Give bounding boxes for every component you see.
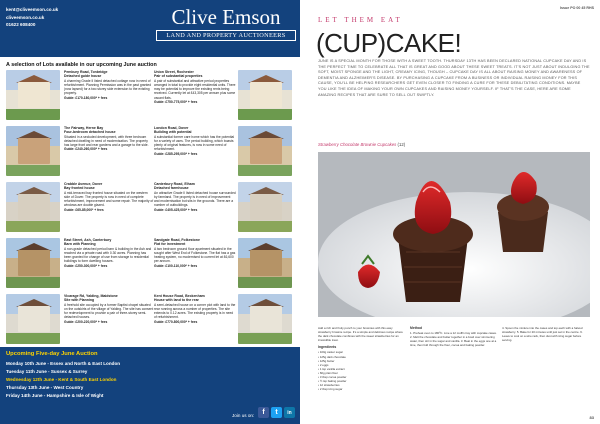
- lot-body: A substantial former care home which has the potential for a variety of uses. The period building, which boasts plenty of original features, is now in some need of refurbishment.: [154, 134, 235, 152]
- lot-description: [64, 70, 154, 100]
- lot-price: Guide: £240-260,000* + fees: [64, 147, 108, 152]
- lot-title: Vicarage Rd, Yalding, Maidstone: [64, 294, 118, 298]
- logo-name: Clive Emson: [171, 5, 281, 29]
- property-photo[interactable]: [238, 70, 292, 120]
- lot-description: [154, 294, 236, 324]
- lot-description: [154, 70, 236, 104]
- recipe-title-text: Strawberry Chocolate Brownie Cupcakes: [318, 142, 397, 147]
- property-photo[interactable]: [238, 238, 292, 288]
- right-page: [300, 0, 600, 424]
- lot-price: Guide: £405-425,000* + fees: [154, 207, 198, 212]
- property-photo[interactable]: [238, 294, 292, 344]
- linkedin-icon[interactable]: in: [284, 407, 295, 418]
- ingredient-item: • 125g butter: [318, 358, 335, 363]
- building-shape: [250, 250, 282, 276]
- lot-price: Guide: £170-180,000* + fees: [64, 95, 108, 100]
- lot-listing[interactable]: [154, 126, 294, 180]
- ingredient-item: • 100g caster sugar: [318, 350, 343, 355]
- lot-body: A mid-terraced bay fronted house situated on the western side of Dover. The property is now in need of complete refurbishment, improvement and some repair. The majority of windows are double glazed.: [64, 190, 154, 208]
- auction-day-line: Friday 14th June - Hampshire & Isle of Wight: [6, 393, 104, 398]
- lot-listing[interactable]: [154, 182, 294, 236]
- ingredient-item: • 2 tbsp icing sugar: [318, 387, 343, 392]
- lot-listing[interactable]: [6, 70, 154, 124]
- ingredient-item: • 1 tsp vanilla extract: [318, 366, 345, 371]
- lot-description: [64, 126, 154, 152]
- lot-title: Kent House Road, Beckenham: [154, 294, 205, 298]
- page-number: 83: [589, 415, 594, 420]
- property-photo[interactable]: [6, 126, 60, 176]
- building-shape: [250, 138, 282, 164]
- article-kicker: LET THEM EAT: [318, 16, 403, 24]
- property-photo[interactable]: [238, 126, 292, 176]
- ingredient-item: • 3 tbsp cocoa powder: [318, 375, 347, 380]
- method-heading: Method: [410, 326, 423, 330]
- lot-subtitle: Detached farmhouse: [154, 186, 189, 191]
- lot-title: Pembury Road, Tonbridge: [64, 70, 108, 74]
- lot-description: [64, 294, 154, 324]
- contact-phone: 01622 608400: [6, 22, 36, 27]
- ingredient-item: • 2 eggs: [318, 362, 329, 367]
- lot-description: [64, 182, 154, 212]
- section-title: A selection of Lots available in our upcoming June auction: [6, 62, 157, 68]
- lot-price: Guide: £750-775,000* + fees: [154, 100, 198, 105]
- auction-day-line: Wednesday 12th June - Kent & South East London: [6, 377, 117, 382]
- lot-description: [154, 126, 236, 156]
- recipe-column-2: [410, 326, 498, 347]
- ingredients-list: [318, 350, 406, 391]
- ingredient-item: • 60g plain flour: [318, 370, 338, 375]
- logo-tagline: LAND AND PROPERTY AUCTIONEERS: [156, 30, 296, 41]
- building-shape: [18, 82, 50, 108]
- article-intro: JUNE IS A SPECIAL MONTH FOR THOSE WITH A SWEET TOOTH. THURSDAY 13TH HAS BEEN DECLARED NATIONAL CUPCAKE DAY AND IS THE PERFECT TIME TO CELEBRATE ALL THAT IS GREAT AND GOOD ABOUT THESE SWEET TREATS. IT'S NOT JUST ABOUT INDULGING THE SOFT, MOIST SPONGE AND THE LIGHT, CREAMY ICING, THOUGH – CUPCAKE DAY IS ALL ABOUT RAISING MONEY AND AWARENESS OF DEMENTIA AND ALZHEIMER'S DISEASE. BY PURCHASING A CUPCAKE FROM A BUSINESS OR INDIVIDUAL RAISING MONEY FOR THIS CAUSE, YOU'LL BE HELPING RESEARCHERS GET EVEN CLOSER TO FINDING A CURE FOR THESE DEBILITATING CONDITIONS. MAYBE YOU LIKE THE IDEA OF MAKING YOUR OWN CUPCAKES AND RAISING MONEY YOURSELF. IF THAT'S THE CASE, HERE ARE SOME AMAZING RECIPES THAT ARE SURE TO SELL OUT SWIFTLY.: [318, 59, 590, 97]
- lot-subtitle: Barn with Planning: [64, 242, 96, 247]
- method-text-part2: 4. Spoon the mixture into the cases and top each with a halved strawberry. 5. Bake for 20 minutes until just set in the centre. 6. Leave to cool on a wire rack, then dust with icing sugar before serving.: [502, 326, 583, 343]
- issue-label: Issue PO 00 45 RHS: [560, 6, 594, 10]
- lot-subtitle: Bay fronted house: [64, 186, 95, 191]
- footer-title: Upcoming Five-day June Auction: [6, 351, 98, 357]
- lot-description: [154, 182, 236, 212]
- building-shape: [250, 306, 282, 332]
- left-header: [0, 0, 300, 57]
- property-photo[interactable]: [238, 182, 292, 232]
- lot-subtitle: Building with potential: [154, 130, 192, 135]
- lot-listing[interactable]: [154, 70, 294, 124]
- building-shape: [250, 194, 282, 220]
- lot-body: An attractive Grade II listed detached house surrounded by farmland. The property is in need of improvement and modernisation but sits in the grounds. There are a number of outbuildings.: [154, 190, 236, 208]
- lot-body: A non-grade detached period barn & building in the Ash and reached via a private road with 0.30 acres. Planning has been granted for change of use from storage to residential buildings to form dwelling houses.: [64, 246, 152, 264]
- property-photo[interactable]: [6, 238, 60, 288]
- building-shape: [18, 194, 50, 220]
- property-photo[interactable]: [6, 70, 60, 120]
- lot-subtitle: Four-bedroom detached house: [64, 130, 116, 135]
- recipe-column-3: [502, 326, 590, 342]
- auction-day-line: Tuesday 11th June - Sussex & Surrey: [6, 369, 88, 374]
- lot-listing[interactable]: [6, 126, 154, 180]
- lot-subtitle: Pair of substantial properties: [154, 74, 203, 79]
- lot-title: East Street, Ash, Canterbury: [64, 238, 112, 242]
- method-text-part1: 1. Preheat oven to 180ºC. Line a 12 muffin tray with cupcake cases. 2. Melt the chocolate and butter together in a bowl over simmering water, then stir in the sugar and vanilla. 3. Beat in the eggs one at a time, then fold through the flour, cocoa and baking powder.: [410, 331, 497, 348]
- lot-listing[interactable]: [6, 182, 154, 236]
- lot-listing[interactable]: [6, 238, 154, 292]
- ingredient-item: • ½ tsp baking powder: [318, 379, 347, 384]
- facebook-icon[interactable]: f: [258, 407, 269, 418]
- lot-subtitle: House with land to the rear: [154, 298, 199, 303]
- lot-subtitle: Site with Planning: [64, 298, 95, 303]
- lot-listing[interactable]: [154, 294, 294, 348]
- lot-price: Guide: £200-220,000* + fees: [64, 319, 108, 324]
- lot-price: Guide: £250-300,000* + fees: [64, 263, 108, 268]
- recipe-column-1: [318, 326, 406, 391]
- article-headline: (CUP)CAKE!: [316, 28, 462, 58]
- join-us-label: Join us on:: [232, 413, 255, 418]
- auction-footer: [0, 347, 300, 424]
- lot-body: A charming Grade II listed detached cottage now in need of refurbishment. Planning Permission was in the past granted (now lapsed) for a two storey side extension to the existing property.: [64, 78, 152, 96]
- lot-body: A pair of substantial and attractive period properties arranged in total to provide eight residential units. There may be potential to improve the existing rents being received. Currently let at £43,305 per annum plus some vacant flats.: [154, 78, 236, 100]
- lot-listing[interactable]: [6, 294, 154, 348]
- lot-body: A freehold site occupied by a former Baptist chapel situated on the outskirts of the village of Yalding. The site has consent for redevelopment to provide a pair of three-storey semi-detached houses.: [64, 302, 154, 320]
- lot-title: Sandgate Road, Folkestone: [154, 238, 200, 242]
- lot-price: Guide: £285-295,000* + fees: [154, 151, 198, 156]
- lot-price: Guide: £100-110,000* + fees: [154, 263, 198, 268]
- ingredient-item: • 12 strawberries: [318, 383, 340, 388]
- lot-subtitle: Detached guide house: [64, 74, 102, 79]
- lot-price: Guide: £65-85,000* + fees: [64, 207, 104, 212]
- lot-subtitle: Flat for investment: [154, 242, 186, 247]
- lot-body: A semi-detached house on a corner plot with land to the rear running across a number of properties. The site extends to 0.12 acres. The existing property is in need of refurbishment.: [154, 302, 236, 320]
- lot-title: London Road, Dover: [154, 126, 189, 130]
- lot-description: [154, 238, 236, 268]
- contact-block: [6, 6, 58, 29]
- building-shape: [18, 306, 50, 332]
- contact-email[interactable]: kent@cliveemson.co.uk: [6, 7, 59, 12]
- property-photo[interactable]: [6, 182, 60, 232]
- auction-day-line: Thursday 13th June - West Country: [6, 385, 84, 390]
- lot-body: A two bedroom ground floor apartment situated in the sought after West End of Folkestone. The flat has a gas heating system, no modernised to current let at £6,600 per annum.: [154, 246, 236, 264]
- building-shape: [18, 138, 50, 164]
- lot-title: Crabble Avenue, Dover: [64, 182, 103, 186]
- recipe-title: [318, 142, 405, 147]
- lot-description: [64, 238, 154, 268]
- auction-day-line: Monday 10th June - Essex and North & East London: [6, 361, 121, 366]
- contact-web[interactable]: cliveemson.co.uk: [6, 14, 45, 20]
- property-photo[interactable]: [6, 294, 60, 344]
- lot-body: Situated in a secluded development, with three bedroom detached dwelling in need of modernisation. The property has large front and rear gardens and a garage to the side.: [64, 134, 149, 148]
- clive-emson-logo: [156, 6, 296, 41]
- lot-listing[interactable]: [154, 238, 294, 292]
- building-shape: [18, 250, 50, 276]
- lot-title: The Fairway, Herne Bay: [64, 126, 104, 130]
- lot-price: Guide: £770-800,000* + fees: [154, 319, 198, 324]
- cupcake-photo: [318, 152, 590, 317]
- lot-title: Canterbury Road, Elham: [154, 182, 195, 186]
- lot-title: Union Street, Rochester: [154, 70, 194, 74]
- twitter-icon[interactable]: t: [271, 407, 282, 418]
- ingredient-item: • 125g dark chocolate: [318, 354, 346, 359]
- recipe-description: Add a rich and fruity punch to your brownies with this easy strawberry brownie recipe. It's a simple and delicious recipe where the dark chocolate combines with the sweet strawberries for an irresistible treat.: [318, 326, 403, 343]
- recipe-serves: (12): [397, 142, 406, 147]
- building-shape: [250, 82, 282, 108]
- ingredients-heading: Ingredients: [318, 345, 337, 350]
- cupcake-illustration: [318, 152, 590, 317]
